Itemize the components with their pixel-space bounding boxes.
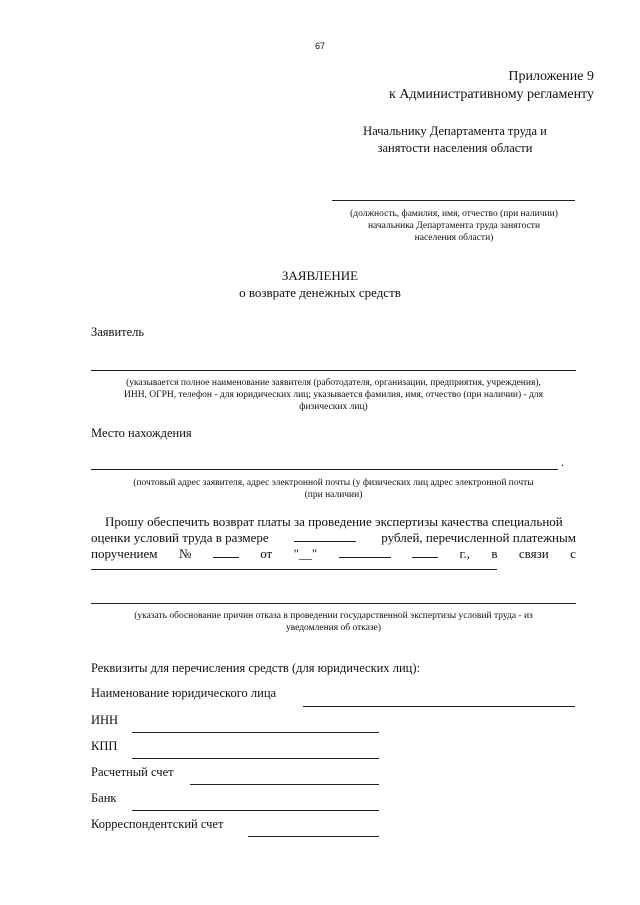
addressee-line-2: занятости населения области bbox=[377, 141, 533, 155]
addressee-caption bbox=[318, 208, 590, 244]
applicant-caption-line-1: (указывается полное наименование заявителя (работодателя, организации, предприятия, учреждения), bbox=[126, 378, 541, 388]
location-label: Место нахождения bbox=[91, 426, 192, 440]
location-end-mark: . bbox=[561, 455, 565, 469]
page-number: 67 bbox=[314, 41, 325, 51]
request-word-poruchenie: поручением bbox=[91, 546, 158, 561]
reason-caption-line-2: уведомления об отказе) bbox=[285, 623, 382, 633]
applicant-label: Заявитель bbox=[91, 325, 145, 339]
addressee-signature-line[interactable] bbox=[332, 200, 575, 201]
request-line-3 bbox=[91, 546, 576, 562]
payment-year-blank[interactable] bbox=[412, 546, 438, 558]
inn-input-line[interactable] bbox=[132, 732, 379, 733]
request-word-s: с bbox=[570, 546, 576, 561]
appendix-label: Приложение 9 bbox=[508, 69, 594, 84]
request-word-day: "__" bbox=[293, 546, 318, 561]
location-caption-line-1: (почтовый адрес заявителя, адрес электронной почты (у физических лиц адрес электронной почты bbox=[133, 478, 534, 488]
addressee-caption-line-1: (должность, фамилия, имя, отчество (при наличии) bbox=[350, 209, 558, 219]
reason-caption bbox=[91, 610, 576, 634]
legal-entity-name-label: Наименование юридического лица bbox=[91, 686, 277, 700]
addressee-caption-line-3: населения области) bbox=[414, 233, 494, 243]
document-title: ЗАЯВЛЕНИЕ bbox=[281, 268, 359, 283]
settlement-account-label: Расчетный счет bbox=[91, 765, 174, 779]
request-word-year: г., bbox=[459, 546, 470, 561]
applicant-caption-line-3: физических лиц) bbox=[299, 402, 368, 412]
kpp-input-line[interactable] bbox=[132, 758, 379, 759]
inn-label: ИНН bbox=[91, 713, 119, 727]
addressee-line-1: Начальнику Департамента труда и bbox=[363, 124, 547, 138]
request-text-1: Прошу обеспечить возврат платы за проведение экспертизы качества специальной bbox=[105, 514, 563, 529]
kpp-label: КПП bbox=[91, 739, 118, 753]
request-word-svyazi: связи bbox=[518, 546, 549, 561]
location-caption bbox=[91, 477, 576, 501]
request-line-2 bbox=[91, 530, 576, 546]
payment-month-blank[interactable] bbox=[339, 546, 391, 558]
location-input-line[interactable] bbox=[91, 469, 558, 470]
amount-blank[interactable] bbox=[294, 530, 356, 542]
request-word-ot: от bbox=[260, 546, 273, 561]
reason-input-line-2[interactable] bbox=[91, 603, 576, 604]
applicant-caption-line-2: ИНН, ОГРН, телефон - для юридических лиц; указывается фамилия, имя, отчество (при наличии) - для bbox=[123, 390, 544, 400]
bank-input-line[interactable] bbox=[132, 810, 379, 811]
request-text-2b: рублей, перечисленной платежным bbox=[381, 530, 576, 545]
bank-label: Банк bbox=[91, 791, 117, 805]
addressee-caption-line-2: начальника Департамента труда занятости bbox=[367, 221, 541, 231]
applicant-caption bbox=[91, 377, 576, 413]
document-subtitle: о возврате денежных средств bbox=[239, 285, 401, 300]
request-text-2a: оценки условий труда в размере bbox=[91, 530, 269, 545]
settlement-account-input-line[interactable] bbox=[190, 784, 379, 785]
reason-caption-line-1: (указать обоснование причин отказа в проведении государственной экспертизы условий труда - из bbox=[134, 611, 533, 621]
payment-number-blank[interactable] bbox=[213, 546, 239, 558]
request-word-v: в bbox=[491, 546, 498, 561]
location-caption-line-2: (при наличии) bbox=[304, 490, 363, 500]
applicant-input-line[interactable] bbox=[91, 370, 576, 371]
requisites-heading: Реквизиты для перечисления средств (для юридических лиц): bbox=[91, 661, 420, 675]
reason-input-line-1[interactable] bbox=[91, 569, 497, 570]
request-line-1 bbox=[91, 514, 576, 530]
legal-entity-name-input-line[interactable] bbox=[303, 706, 575, 707]
regulation-label: к Административному регламенту bbox=[389, 87, 594, 102]
correspondent-account-input-line[interactable] bbox=[248, 836, 379, 837]
request-word-number-sign: № bbox=[178, 546, 192, 561]
correspondent-account-label: Корреспондентский счет bbox=[91, 817, 224, 831]
